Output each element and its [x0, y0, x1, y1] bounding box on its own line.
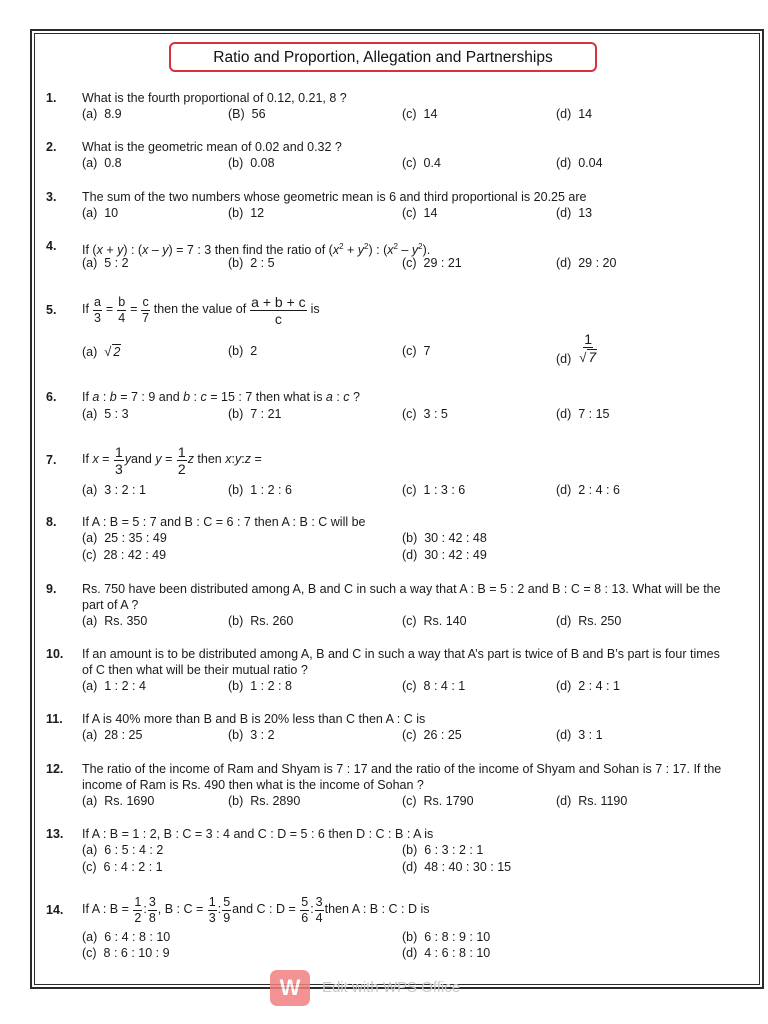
option-b: (b) 6 : 8 : 9 : 10 — [402, 930, 491, 944]
option-a: (a) 6 : 4 : 8 : 10 — [82, 930, 171, 944]
option-c: (c) 0.4 — [402, 156, 441, 170]
option-a: (a) 8.9 — [82, 107, 122, 121]
option-a: (a) 5 : 2 — [82, 256, 129, 270]
question-text: The sum of the two numbers whose geometric mean is 6 and third proportional is 20.25 are — [82, 190, 587, 204]
fraction-1-over-2: $\frac{1}{2}$ — [134, 895, 142, 925]
question-number: 3. — [46, 190, 57, 204]
option-a: (a) Rs. 350 — [82, 614, 148, 628]
option-c: (c) 14 — [402, 206, 438, 220]
option-b: (b) 2 : 5 — [228, 256, 275, 270]
fraction-a-over-3: $\frac{a}{3}$ — [93, 295, 101, 325]
question-number: 14. — [46, 903, 64, 917]
fraction-sum-over-c: a + b + c c — [251, 293, 306, 327]
question-text: If A : B = $\frac{1}{2}$ : 3 8 , B : C = $\frac{1}{3}$ : 5 9 and C : D = $\frac{5}{6}$ : 3 4 then A : B : C : D is — [82, 895, 430, 925]
question-number: 9. — [46, 582, 57, 596]
question-text: If x = $\frac{1}{3}$ y and y = $\frac{1}{2}$ z then x : y : z = — [82, 443, 262, 477]
question-text: If an amount is to be distributed among A, B and C in such a way that A’s part is twice of B and B’s part is four times of C then what will be their mutual ratio ? — [82, 647, 720, 677]
fraction-b-over-4: $\frac{b}{4}$ — [118, 295, 126, 325]
option-b: (b) Rs. 2890 — [228, 794, 301, 808]
option-b: (b) 12 — [228, 206, 265, 220]
question-text: Rs. 750 have been distributed among A, B and C in such a way that A : B = 5 : 2 and B : C = 8 : 13. What will be the part of A ? — [82, 582, 721, 612]
option-a: (a) 6 : 5 : 4 : 2 — [82, 843, 164, 857]
option-b: (b) Rs. 260 — [228, 614, 294, 628]
option-d: (d) Rs. 1190 — [556, 794, 628, 808]
page-title: Ratio and Proportion, Allegation and Partnerships — [169, 42, 597, 72]
option-b: (B) 56 — [228, 107, 266, 121]
option-a: (a) 25 : 35 : 49 — [82, 531, 167, 545]
wps-logo-icon: W — [270, 970, 310, 1006]
fraction-1-over-2: $\frac{1}{2}$ — [177, 443, 186, 477]
option-c: (c) Rs. 1790 — [402, 794, 474, 808]
option-b: (b) 7 : 21 — [228, 407, 282, 421]
option-c: (c) 29 : 21 — [402, 256, 462, 270]
option-c: (c) 6 : 4 : 2 : 1 — [82, 860, 163, 874]
question-text: If A is 40% more than B and B is 20% less than C then A : C is — [82, 712, 426, 726]
option-c: (c) 8 : 4 : 1 — [402, 679, 466, 693]
question-text: What is the geometric mean of 0.02 and 0.32 ? — [82, 140, 342, 154]
option-b: (b) 6 : 3 : 2 : 1 — [402, 843, 484, 857]
option-d: (d) Rs. 250 — [556, 614, 622, 628]
option-c: (c) 1 : 3 : 6 — [402, 483, 466, 497]
question-number: 5. — [46, 303, 57, 317]
option-b: (b) 2 — [228, 344, 258, 358]
question-number: 7. — [46, 453, 57, 467]
fraction-5-over-6: $\frac{5}{6}$ — [301, 895, 309, 925]
option-c: (c) 8 : 6 : 10 : 9 — [82, 946, 170, 960]
option-d: (d) 48 : 40 : 30 : 15 — [402, 860, 512, 874]
wps-watermark-text: Edit with WPS Office — [322, 979, 461, 996]
fraction-c-over-7: $\frac{c}{7}$ — [142, 295, 150, 325]
question-number: 6. — [46, 390, 57, 404]
option-c: (c) 26 : 25 — [402, 728, 462, 742]
option-d: (d) 30 : 42 : 49 — [402, 548, 487, 562]
question-text: If A : B = 5 : 7 and B : C = 6 : 7 then A : B : C will be — [82, 515, 366, 529]
option-c: (c) Rs. 140 — [402, 614, 467, 628]
question-text: If A : B = 1 : 2, B : C = 3 : 4 and C : D = 5 : 6 then D : C : B : A is — [82, 827, 434, 841]
fraction-3-over-4: 3 4 — [315, 895, 323, 925]
option-d: (d) 14 — [556, 107, 593, 121]
fraction-3-over-8: 3 8 — [148, 895, 156, 925]
option-d: (d) 13 — [556, 206, 593, 220]
option-c: (c) 28 : 42 : 49 — [82, 548, 167, 562]
option-b: (b) 3 : 2 — [228, 728, 275, 742]
question-number: 10. — [46, 647, 64, 661]
question-number: 8. — [46, 515, 57, 529]
question-text: If (x + y) : (x – y) = 7 : 3 then find the ratio of $(x^2 + y^2)$ : $(x^2 - y^2)$. — [82, 242, 431, 258]
option-a: (a) 28 : 25 — [82, 728, 143, 742]
option-a: (a) 3 : 2 : 1 — [82, 483, 146, 497]
option-d: (d) 0.04 — [556, 156, 603, 170]
option-a: (a) 10 — [82, 206, 119, 220]
option-b: (b) 30 : 42 : 48 — [402, 531, 487, 545]
question-number: 1. — [46, 91, 57, 105]
question-text: If a : b = 7 : 9 and b : c = 15 : 7 then what is a : c ? — [82, 390, 360, 404]
fraction-1-over-root-7: $\frac{1}{√ 7}$ — [579, 331, 597, 365]
question-text: What is the fourth proportional of 0.12, 0.21, 8 ? — [82, 91, 347, 105]
option-c: (c) 7 — [402, 344, 431, 358]
option-a: (a) √ 2 — [82, 344, 121, 359]
option-b: (b) 1 : 2 : 8 — [228, 679, 292, 693]
option-d: (d) $\frac{1}{√ 7}$ — [556, 331, 597, 367]
option-a: (a) Rs. 1690 — [82, 794, 155, 808]
question-number: 11. — [46, 712, 63, 726]
question-text: The ratio of the income of Ram and Shyam is 7 : 17 and the ratio of the income of Shyam and Sohan is 7 : 17. If the income of Ram is Rs. 490 then what is the income of Sohan ? — [82, 762, 722, 792]
fraction-1-over-3: $\frac{1}{3}$ — [114, 443, 123, 477]
question-number: 13. — [46, 827, 64, 841]
option-d: (d) 4 : 6 : 8 : 10 — [402, 946, 491, 960]
question-number: 2. — [46, 140, 57, 154]
option-a: (a) 0.8 — [82, 156, 122, 170]
question-number: 12. — [46, 762, 64, 776]
question-number: 4. — [46, 239, 57, 253]
question-text: If $\frac{a}{3}$ = $\frac{b}{4}$ = $\frac{c}{7}$ then the value of a + b + c c is — [82, 293, 320, 327]
fraction-1-over-3: $\frac{1}{3}$ — [208, 895, 216, 925]
fraction-5-over-9: 5 9 — [223, 895, 231, 925]
option-d: (d) 3 : 1 — [556, 728, 603, 742]
option-d: (d) 2 : 4 : 6 — [556, 483, 620, 497]
option-a: (a) 1 : 2 : 4 — [82, 679, 146, 693]
option-c: (c) 14 — [402, 107, 438, 121]
option-b: (b) 1 : 2 : 6 — [228, 483, 292, 497]
option-d: (d) 2 : 4 : 1 — [556, 679, 620, 693]
wps-watermark[interactable] — [270, 970, 510, 1006]
option-d: (d) 7 : 15 — [556, 407, 610, 421]
option-b: (b) 0.08 — [228, 156, 275, 170]
option-c: (c) 3 : 5 — [402, 407, 448, 421]
option-d: (d) 29 : 20 — [556, 256, 617, 270]
option-a: (a) 5 : 3 — [82, 407, 129, 421]
